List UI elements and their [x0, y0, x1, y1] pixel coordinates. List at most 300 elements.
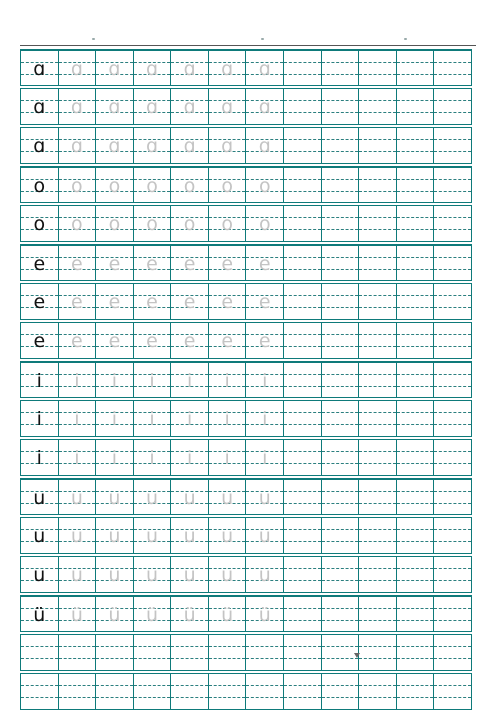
- guide-line: [21, 646, 58, 647]
- guide-line: [359, 217, 396, 218]
- guide-line: [284, 139, 321, 140]
- guide-line: [284, 269, 321, 270]
- guide-line: [284, 217, 321, 218]
- writing-cell: [322, 557, 360, 592]
- guide-line: [434, 139, 471, 140]
- guide-line: [322, 503, 359, 504]
- guide-line: [359, 568, 396, 569]
- writing-cell: [246, 323, 284, 358]
- writing-cell: [59, 674, 97, 709]
- guide-line: [359, 100, 396, 101]
- guide-line: [209, 685, 246, 686]
- writing-cell: [96, 440, 134, 475]
- writing-cell: [284, 246, 322, 280]
- trace-letter: ɑ: [258, 57, 271, 80]
- guide-line: [397, 62, 434, 63]
- writing-cell: [284, 480, 322, 514]
- guide-line: [322, 112, 359, 113]
- writing-cell: [397, 635, 435, 670]
- guide-line: [359, 139, 396, 140]
- writing-cell: [209, 206, 247, 241]
- guide-line: [322, 386, 359, 387]
- trace-letter: u: [258, 564, 271, 586]
- practice-row: [20, 595, 472, 632]
- writing-cell: [397, 401, 435, 436]
- writing-cell: [322, 674, 360, 709]
- trace-letter: i: [74, 447, 80, 469]
- trace-letter: i: [149, 369, 155, 392]
- model-letter: o: [33, 174, 46, 197]
- guide-line: [322, 269, 359, 270]
- model-letter: ɑ: [33, 135, 46, 157]
- trace-letter: o: [108, 174, 121, 197]
- guide-line: [322, 191, 359, 192]
- writing-cell: [21, 674, 59, 709]
- guide-line: [322, 139, 359, 140]
- writing-cell: [322, 168, 360, 202]
- guide-line: [397, 269, 434, 270]
- guide-line: [397, 74, 434, 75]
- guide-line: [284, 191, 321, 192]
- guide-line: [434, 608, 471, 609]
- writing-cell: [397, 51, 435, 85]
- writing-cell: [171, 323, 209, 358]
- guide-line: [434, 229, 471, 230]
- trace-letter: i: [224, 447, 230, 469]
- trace-letter: e: [108, 291, 121, 313]
- guide-line: [359, 179, 396, 180]
- trace-letter: ü: [183, 603, 196, 626]
- writing-cell: [359, 557, 397, 592]
- writing-cell: [284, 51, 322, 85]
- writing-cell: [397, 518, 435, 553]
- trace-letter: i: [262, 408, 268, 430]
- writing-cell: [171, 51, 209, 85]
- header-mark: [92, 38, 95, 40]
- writing-cell: [96, 323, 134, 358]
- trace-letter: ɑ: [70, 96, 83, 118]
- guide-line: [397, 685, 434, 686]
- writing-cell: [171, 363, 209, 397]
- writing-cell: [434, 246, 471, 280]
- guide-line: [21, 697, 58, 698]
- guide-line: [397, 374, 434, 375]
- writing-cell: [209, 363, 247, 397]
- writing-cell: [96, 480, 134, 514]
- guide-line: [397, 697, 434, 698]
- trace-letter: ü: [258, 603, 271, 626]
- writing-cell: [134, 557, 172, 592]
- writing-cell: [134, 168, 172, 202]
- writing-cell: [59, 480, 97, 514]
- trace-letter: u: [183, 486, 196, 509]
- guide-line: [434, 191, 471, 192]
- writing-cell: [96, 51, 134, 85]
- writing-cell: [397, 284, 435, 319]
- guide-line: [59, 685, 96, 686]
- writing-cell: [322, 323, 360, 358]
- writing-cell: [397, 363, 435, 397]
- guide-line: [359, 608, 396, 609]
- trace-letter: ɑ: [108, 57, 121, 80]
- writing-cell: [59, 284, 97, 319]
- practice-row: [20, 127, 472, 164]
- writing-cell: [96, 206, 134, 241]
- writing-cell: [284, 401, 322, 436]
- guide-line: [359, 269, 396, 270]
- guide-line: [434, 217, 471, 218]
- guide-line: [21, 685, 58, 686]
- model-letter: i: [36, 408, 42, 430]
- guide-line: [359, 646, 396, 647]
- writing-cell: [171, 518, 209, 553]
- guide-line: [397, 139, 434, 140]
- guide-line: [359, 229, 396, 230]
- writing-cell: [59, 363, 97, 397]
- writing-cell: [209, 168, 247, 202]
- guide-line: [397, 658, 434, 659]
- writing-cell: [171, 635, 209, 670]
- trace-letter: e: [258, 330, 271, 352]
- guide-line: [246, 685, 283, 686]
- writing-cell: [359, 363, 397, 397]
- guide-line: [171, 685, 208, 686]
- guide-line: [134, 685, 171, 686]
- trace-letter: o: [258, 174, 271, 197]
- writing-cell: [209, 440, 247, 475]
- writing-cell: [209, 401, 247, 436]
- trace-letter: u: [70, 486, 83, 509]
- trace-letter: u: [258, 486, 271, 509]
- guide-line: [322, 412, 359, 413]
- trace-letter: i: [111, 369, 118, 392]
- writing-cell: [171, 674, 209, 709]
- guide-line: [397, 424, 434, 425]
- guide-line: [397, 112, 434, 113]
- guide-line: [59, 697, 96, 698]
- writing-cell: [322, 246, 360, 280]
- trace-letter: ɑ: [108, 96, 121, 118]
- guide-line: [171, 697, 208, 698]
- writing-cell: [171, 206, 209, 241]
- writing-cell: [434, 284, 471, 319]
- writing-cell: [134, 89, 172, 124]
- guide-line: [284, 491, 321, 492]
- writing-cell: [284, 597, 322, 631]
- practice-row: [20, 244, 472, 281]
- writing-cell: [134, 518, 172, 553]
- guide-line: [134, 697, 171, 698]
- writing-cell: [284, 284, 322, 319]
- writing-cell: [322, 480, 360, 514]
- trace-letter: ɑ: [108, 135, 121, 157]
- guide-line: [246, 646, 283, 647]
- trace-letter: ɑ: [145, 96, 159, 118]
- trace-letter: ɑ: [221, 57, 234, 80]
- guide-line: [434, 503, 471, 504]
- trace-letter: e: [183, 330, 196, 352]
- writing-grid: [20, 49, 472, 712]
- guide-line: [322, 451, 359, 452]
- writing-cell: [209, 246, 247, 280]
- model-letter: e: [33, 291, 46, 313]
- trace-letter: u: [221, 486, 234, 509]
- practice-row: [20, 400, 472, 437]
- trace-letter: e: [71, 252, 83, 275]
- writing-cell: [246, 518, 284, 553]
- guide-line: [322, 568, 359, 569]
- guide-line: [284, 658, 321, 659]
- trace-letter: i: [149, 408, 155, 430]
- guide-line: [96, 697, 133, 698]
- writing-cell: [397, 89, 435, 124]
- trace-letter: o: [221, 213, 233, 235]
- guide-line: [397, 386, 434, 387]
- guide-line: [322, 608, 359, 609]
- writing-cell: [134, 363, 172, 397]
- writing-cell: [21, 440, 59, 475]
- practice-row: [20, 322, 472, 359]
- guide-line: [397, 100, 434, 101]
- writing-cell: [59, 557, 97, 592]
- writing-cell: [134, 480, 172, 514]
- model-letter: u: [33, 486, 46, 509]
- practice-row: [20, 634, 472, 671]
- writing-cell: [246, 363, 284, 397]
- practice-row: [20, 88, 472, 125]
- guide-line: [171, 646, 208, 647]
- guide-line: [21, 658, 58, 659]
- writing-cell: [59, 206, 97, 241]
- writing-cell: [246, 168, 284, 202]
- writing-cell: [359, 89, 397, 124]
- model-letter: ɑ: [33, 57, 46, 80]
- trace-letter: i: [74, 369, 80, 392]
- guide-line: [322, 580, 359, 581]
- writing-cell: [322, 518, 360, 553]
- guide-line: [284, 646, 321, 647]
- writing-cell: [359, 284, 397, 319]
- guide-line: [284, 608, 321, 609]
- writing-cell: [96, 168, 134, 202]
- writing-cell: [359, 518, 397, 553]
- trace-letter: e: [221, 252, 234, 275]
- guide-line: [284, 112, 321, 113]
- writing-cell: [59, 89, 97, 124]
- guide-line: [359, 463, 396, 464]
- writing-cell: [171, 168, 209, 202]
- guide-line: [397, 307, 434, 308]
- writing-cell: [284, 128, 322, 163]
- guide-line: [397, 580, 434, 581]
- writing-cell: [397, 440, 435, 475]
- guide-line: [359, 424, 396, 425]
- guide-line: [209, 658, 246, 659]
- guide-line: [397, 257, 434, 258]
- writing-cell: [171, 401, 209, 436]
- guide-line: [134, 658, 171, 659]
- writing-cell: [397, 168, 435, 202]
- writing-cell: [434, 635, 471, 670]
- writing-cell: [359, 401, 397, 436]
- guide-line: [284, 697, 321, 698]
- trace-letter: e: [146, 291, 158, 313]
- guide-line: [96, 646, 133, 647]
- writing-cell: [359, 51, 397, 85]
- writing-cell: [21, 480, 59, 514]
- writing-cell: [246, 635, 284, 670]
- guide-line: [397, 503, 434, 504]
- guide-line: [96, 658, 133, 659]
- trace-letter: u: [108, 486, 121, 509]
- guide-line: [397, 568, 434, 569]
- trace-letter: u: [146, 525, 159, 547]
- model-letter: i: [36, 447, 42, 469]
- trace-letter: u: [70, 525, 83, 547]
- writing-cell: [434, 518, 471, 553]
- writing-cell: [284, 518, 322, 553]
- guide-line: [434, 346, 471, 347]
- guide-line: [284, 463, 321, 464]
- guide-line: [359, 295, 396, 296]
- trace-letter: ü: [146, 603, 159, 626]
- guide-line: [284, 179, 321, 180]
- trace-letter: o: [71, 213, 83, 235]
- writing-cell: [209, 518, 247, 553]
- guide-line: [397, 529, 434, 530]
- guide-line: [434, 179, 471, 180]
- writing-cell: [397, 597, 435, 631]
- trace-letter: i: [111, 408, 118, 430]
- writing-cell: [246, 246, 284, 280]
- writing-cell: [21, 51, 59, 85]
- writing-cell: [397, 557, 435, 592]
- writing-cell: [284, 635, 322, 670]
- writing-cell: [21, 635, 59, 670]
- trace-letter: e: [146, 330, 158, 352]
- writing-cell: [246, 674, 284, 709]
- guide-line: [397, 620, 434, 621]
- writing-cell: [284, 363, 322, 397]
- writing-cell: [397, 674, 435, 709]
- guide-line: [359, 334, 396, 335]
- guide-line: [284, 257, 321, 258]
- guide-line: [434, 269, 471, 270]
- guide-line: [322, 62, 359, 63]
- writing-cell: [246, 89, 284, 124]
- writing-cell: [209, 674, 247, 709]
- guide-line: [359, 491, 396, 492]
- guide-line: [284, 620, 321, 621]
- writing-cell: [246, 480, 284, 514]
- writing-cell: [434, 363, 471, 397]
- writing-cell: [59, 635, 97, 670]
- guide-line: [359, 74, 396, 75]
- guide-line: [434, 295, 471, 296]
- writing-cell: [209, 557, 247, 592]
- practice-row: [20, 439, 472, 476]
- trace-letter: o: [183, 174, 196, 197]
- writing-cell: [246, 597, 284, 631]
- guide-line: [209, 697, 246, 698]
- guide-line: [322, 100, 359, 101]
- practice-row: [20, 205, 472, 242]
- guide-line: [434, 451, 471, 452]
- writing-cell: [359, 635, 397, 670]
- writing-cell: [246, 206, 284, 241]
- guide-line: [322, 529, 359, 530]
- guide-line: [284, 346, 321, 347]
- trace-letter: ɑ: [183, 57, 196, 80]
- trace-letter: o: [258, 213, 271, 235]
- guide-line: [434, 568, 471, 569]
- guide-line: [359, 257, 396, 258]
- writing-cell: [209, 284, 247, 319]
- writing-cell: [96, 635, 134, 670]
- guide-line: [359, 451, 396, 452]
- writing-cell: [209, 635, 247, 670]
- model-letter: ɑ: [33, 96, 46, 118]
- writing-cell: [171, 557, 209, 592]
- writing-cell: [21, 246, 59, 280]
- guide-line: [134, 646, 171, 647]
- guide-line: [434, 334, 471, 335]
- writing-cell: [284, 557, 322, 592]
- writing-cell: [209, 323, 247, 358]
- guide-line: [322, 217, 359, 218]
- guide-line: [397, 412, 434, 413]
- writing-cell: [96, 363, 134, 397]
- guide-line: [397, 346, 434, 347]
- writing-cell: [284, 89, 322, 124]
- writing-cell: [96, 518, 134, 553]
- writing-cell: [284, 168, 322, 202]
- writing-cell: [322, 89, 360, 124]
- writing-cell: [134, 597, 172, 631]
- writing-cell: [284, 206, 322, 241]
- trace-letter: i: [149, 447, 155, 469]
- guide-line: [284, 685, 321, 686]
- guide-line: [322, 646, 359, 647]
- guide-line: [322, 179, 359, 180]
- guide-line: [434, 74, 471, 75]
- guide-line: [434, 646, 471, 647]
- writing-cell: [359, 480, 397, 514]
- writing-cell: [134, 128, 172, 163]
- writing-cell: [21, 89, 59, 124]
- guide-line: [284, 412, 321, 413]
- writing-cell: [246, 440, 284, 475]
- guide-line: [322, 463, 359, 464]
- writing-cell: [322, 51, 360, 85]
- guide-line: [96, 685, 133, 686]
- trace-letter: ɑ: [70, 135, 83, 157]
- trace-letter: i: [262, 369, 268, 392]
- writing-cell: [134, 284, 172, 319]
- writing-cell: [134, 635, 172, 670]
- guide-line: [359, 412, 396, 413]
- writing-cell: [359, 440, 397, 475]
- guide-line: [397, 151, 434, 152]
- writing-cell: [359, 597, 397, 631]
- writing-cell: [434, 674, 471, 709]
- model-letter: ü: [33, 603, 46, 626]
- writing-cell: [284, 440, 322, 475]
- writing-cell: [284, 674, 322, 709]
- practice-row: [20, 673, 472, 710]
- writing-cell: [209, 597, 247, 631]
- guide-line: [359, 685, 396, 686]
